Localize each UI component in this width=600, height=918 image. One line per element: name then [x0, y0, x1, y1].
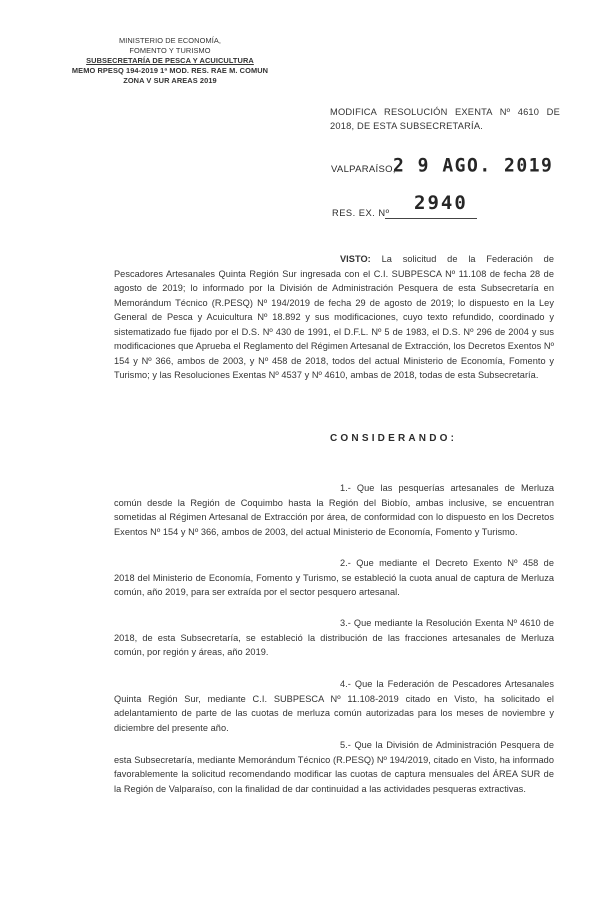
res-ex-label: RES. EX. Nº — [332, 208, 390, 218]
considerando-4-text: 4.- Que la Federación de Pescadores Artesanales Quinta Región Sur, mediante C.I. SUBPESCA Nº 11.108-2019 citado en Visto, ha solicitado el adelantamiento de parte de las cuotas de merluza común autorizadas para los meses de noviembre y diciembre del presente año. — [114, 679, 554, 733]
ministry-line-1: MINISTERIO DE ECONOMÍA, — [118, 36, 222, 45]
considerando-2 — [114, 556, 554, 600]
location-label: VALPARAÍSO, — [331, 164, 396, 175]
visto-label: VISTO: — [340, 254, 371, 264]
resolution-reference: MODIFICA RESOLUCIÓN EXENTA Nº 4610 DE 2018, DE ESTA SUBSECRETARÍA. — [330, 107, 560, 131]
considerando-heading: CONSIDERANDO: — [330, 433, 458, 444]
considerando-5-text: 5.- Que la División de Administración Pesquera de esta Subsecretaría, mediante Memorándum Técnico (R.PESQ) Nº 194/2019, citado en Visto, ha informado favorablemente la solicitud recomendando modificar las cuotas de captura mensuales del ÁREA SUR de la Región de Valparaíso, con la finalidad de dar continuidad a las actividades pesqueras extractivas. — [114, 740, 554, 794]
res-ex-underline — [385, 218, 477, 219]
considerando-3 — [114, 616, 554, 660]
letterhead — [60, 36, 280, 86]
memo-line-1: MEMO RPESQ 194-2019 1ª MOD. RES. RAE M. COMUN — [71, 66, 269, 75]
ministry-line-2: FOMENTO Y TURISMO — [129, 46, 211, 55]
considerando-3-text: 3.- Que mediante la Resolución Exenta Nº 4610 de 2018, de esta Subsecretaría, se estableció la distribución de las fracciones artesanales de Merluza común, por región y áreas, año 2019. — [114, 618, 554, 657]
res-ex-number-stamp: 2940 — [414, 192, 468, 214]
considerando-1 — [114, 481, 554, 539]
considerando-5 — [114, 738, 554, 796]
subsecretaria-name: SUBSECRETARÍA DE PESCA Y ACUICULTURA — [86, 56, 254, 65]
date-stamp: 2 9 AGO. 2019 — [393, 154, 554, 177]
considerando-4 — [114, 677, 554, 735]
considerando-1-text: 1.- Que las pesquerías artesanales de Merluza común desde la Región de Coquimbo hasta la Región del Biobío, ambas inclusive, se encuentran sometidas al Régimen Artesanal de Extracción por área, de conformidad con lo dispuesto en los Decretos Exentos Nº 154 y Nº 366, ambos de 2003, del actual Ministerio de Economía, Fomento y Turismo. — [114, 483, 554, 537]
visto-text: La solicitud de la Federación de Pescadores Artesanales Quinta Región Sur ingresada con el C.I. SUBPESCA Nº 11.108 de fecha 28 de agosto de 2019; lo informado por la División de Administración Pesquera de esta Subsecretaría en Memorándum Técnico (R.PESQ) Nº 194/2019 de fecha 29 de agosto de 2019; lo dispuesto en la Ley General de Pesca y Acuicultura Nº 18.892 y sus modificaciones, cuyo texto refundido, coordinado y sistematizado fue fijado por el D.S. Nº 430 de 1991, el D.F.L. Nº 5 de 1983, el D.S. Nº 296 de 2004 y sus modificaciones que Aprueba el Reglamento del Régimen Artesanal de Extracción, los Decretos Exentos Nº 154 y Nº 366, ambos de 2003, y Nº 458 de 2018, todos del actual Ministerio de Economía, Fomento y Turismo; y las Resoluciones Exentas Nº 4537 y Nº 4610, ambas de 2018, todas de esta Subsecretaría. — [114, 254, 554, 380]
considerando-2-text: 2.- Que mediante el Decreto Exento Nº 458 de 2018 del Ministerio de Economía, Fomento y Turismo, se estableció la cuota anual de captura de Merluza común, año 2019, para ser extraída por el sector pesquero artesanal. — [114, 558, 554, 597]
visto-paragraph — [114, 252, 554, 383]
memo-line-2: ZONA V SUR AREAS 2019 — [123, 76, 217, 85]
